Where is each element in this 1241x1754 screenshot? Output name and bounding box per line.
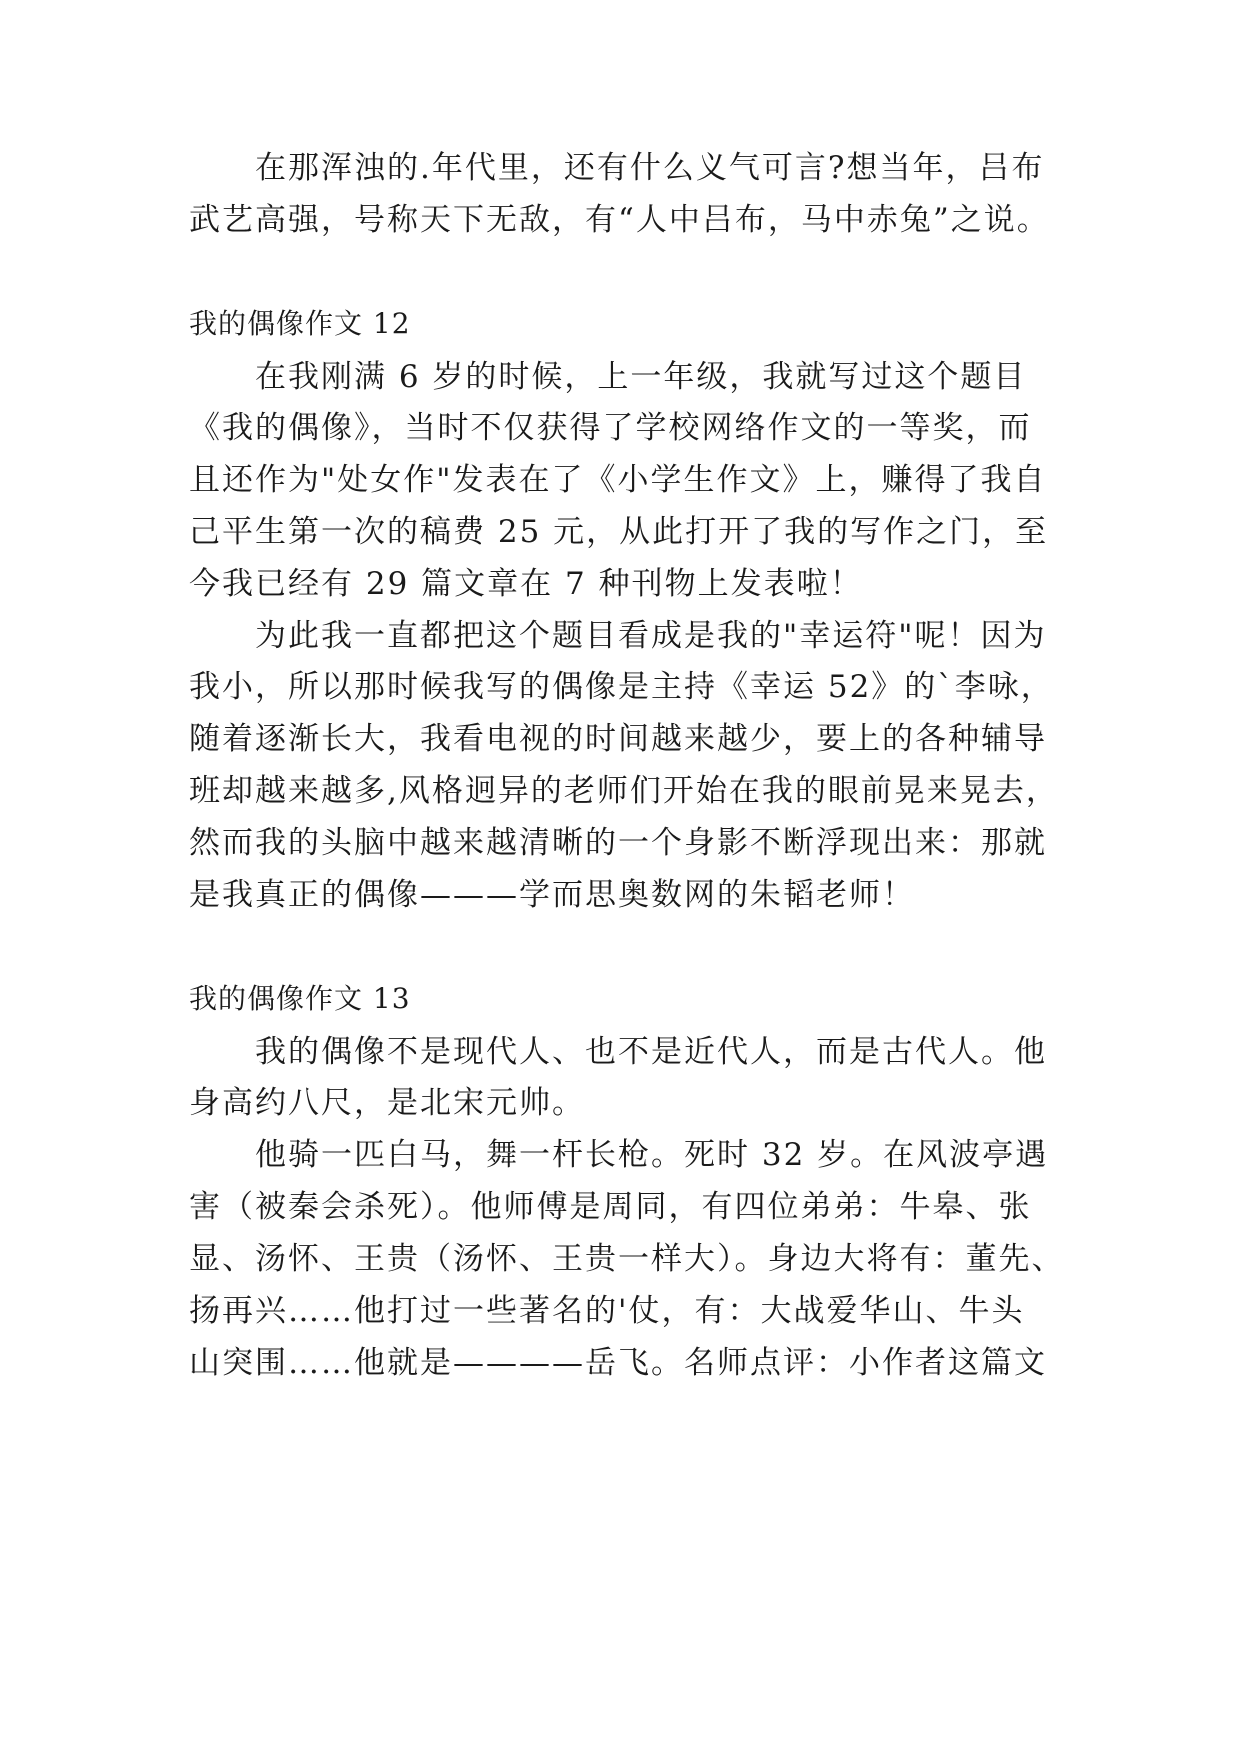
- paragraph-line: 然而我的头脑中越来越清晰的一个身影不断浮现出来：那就: [189, 825, 1047, 861]
- paragraph-line: 己平生第一次的稿费 25 元，从此打开了我的写作之门，至: [189, 514, 1049, 550]
- paragraph-line: 且还作为"处女作"发表在了《小学生作文》上，赚得了我自: [189, 462, 1047, 498]
- paragraph-line: 为此我一直都把这个题目看成是我的"幸运符"呢！因为: [255, 618, 1047, 654]
- section-heading: 我的偶像作文 12: [189, 307, 411, 340]
- paragraph-line: 身高约八尺，是北宋元帅。: [189, 1085, 585, 1121]
- paragraph-line: 在那浑浊的.年代里，还有什么义气可言?想当年，吕布: [255, 150, 1045, 186]
- paragraph-line: 《我的偶像》，当时不仅获得了学校网络作文的一等奖，而: [189, 410, 1032, 446]
- paragraph-line: 班却越来越多,风格迥异的老师们开始在我的眼前晃来晃去，: [189, 773, 1059, 809]
- paragraph-line: 显、汤怀、王贵（汤怀、王贵一样大）。身边大将有：董先、: [189, 1241, 1065, 1277]
- paragraph-line: 山突围……他就是————岳飞。名师点评：小作者这篇文: [189, 1345, 1047, 1381]
- paragraph-line: 我小，所以那时候我写的偶像是主持《幸运 52》的`李咏，: [189, 669, 1054, 705]
- paragraph-line: 在我刚满 6 岁的时候，上一年级，我就写过这个题目: [255, 359, 1027, 395]
- paragraph-line: 扬再兴……他打过一些著名的'仗，有：大战爱华山、牛头: [189, 1293, 1025, 1329]
- paragraph-line: 今我已经有 29 篇文章在 7 种刊物上发表啦！: [189, 566, 863, 602]
- paragraph-line: 随着逐渐长大，我看电视的时间越来越少，要上的各种辅导: [189, 721, 1047, 757]
- paragraph-line: 我的偶像不是现代人、也不是近代人，而是古代人。他: [255, 1034, 1047, 1070]
- paragraph-line: 害（被秦会杀死）。他师傅是周同，有四位弟弟：牛皋、张: [189, 1189, 1032, 1225]
- paragraph-line: 是我真正的偶像———学而思奥数网的朱韬老师！: [189, 877, 915, 913]
- paragraph-line: 他骑一匹白马，舞一杆长枪。死时 32 岁。在风波亭遇: [255, 1137, 1049, 1173]
- section-heading: 我的偶像作文 13: [189, 982, 411, 1015]
- paragraph-line: 武艺高强，号称天下无敌，有“人中吕布，马中赤兔”之说。: [189, 202, 1050, 238]
